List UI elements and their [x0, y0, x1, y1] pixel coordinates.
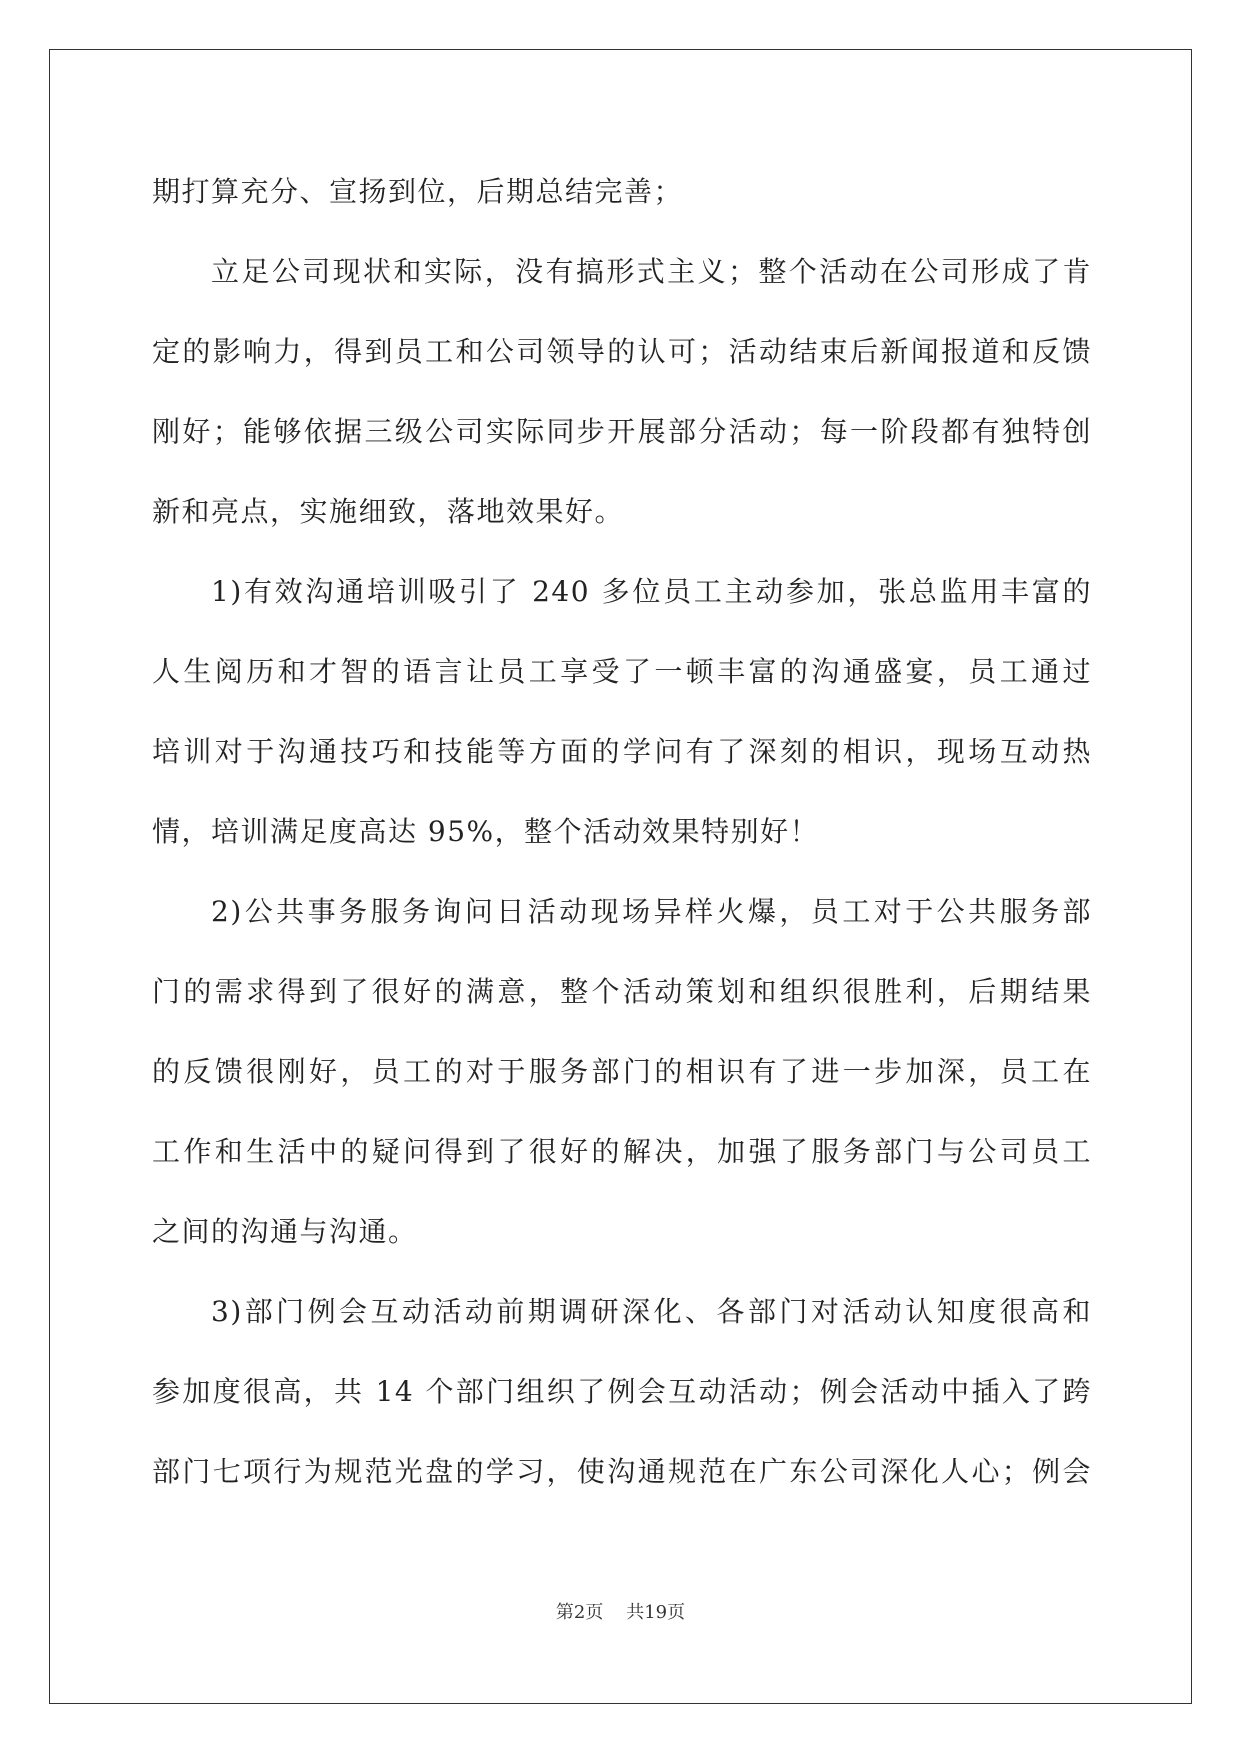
text-line: 期打算充分、宣扬到位，后期总结完善； [152, 175, 684, 208]
text-line: 门的需求得到了很好的满意，整个活动策划和组织很胜利，后期结果 [152, 975, 1092, 1008]
text-line: 人生阅历和才智的语言让员工享受了一顿丰富的沟通盛宴，员工通过 [152, 655, 1092, 688]
text-line: 定的影响力，得到员工和公司领导的认可；活动结束后新闻报道和反馈 [152, 335, 1092, 368]
document-body [152, 152, 1092, 1512]
page-number: 第2页 [555, 1602, 604, 1623]
text-line: 的反馈很刚好，员工的对于服务部门的相识有了进一步加深，员工在 [152, 1055, 1092, 1088]
page-total: 共19页 [626, 1602, 686, 1623]
text-line: 3)部门例会互动活动前期调研深化、各部门对活动认知度很高和 [211, 1295, 1092, 1328]
text-line: 立足公司现状和实际，没有搞形式主义；整个活动在公司形成了肯 [211, 255, 1092, 288]
text-line: 之间的沟通与沟通。 [152, 1215, 418, 1248]
text-line: 参加度很高，共 14 个部门组织了例会互动活动；例会活动中插入了跨 [152, 1375, 1092, 1408]
text-line: 新和亮点，实施细致，落地效果好。 [152, 495, 625, 528]
text-line: 2)公共事务服务询问日活动现场异样火爆，员工对于公共服务部 [211, 895, 1092, 928]
page-footer [0, 1598, 1241, 1624]
text-line: 工作和生活中的疑问得到了很好的解决，加强了服务部门与公司员工 [152, 1135, 1092, 1168]
text-line: 情，培训满足度高达 95%，整个活动效果特别好！ [152, 815, 820, 848]
text-line: 1)有效沟通培训吸引了 240 多位员工主动参加，张总监用丰富的 [211, 575, 1092, 608]
text-line: 部门七项行为规范光盘的学习，使沟通规范在广东公司深化人心；例会 [152, 1455, 1092, 1488]
text-line: 培训对于沟通技巧和技能等方面的学问有了深刻的相识，现场互动热 [152, 735, 1092, 768]
text-line: 刚好；能够依据三级公司实际同步开展部分活动；每一阶段都有独特创 [152, 415, 1092, 448]
